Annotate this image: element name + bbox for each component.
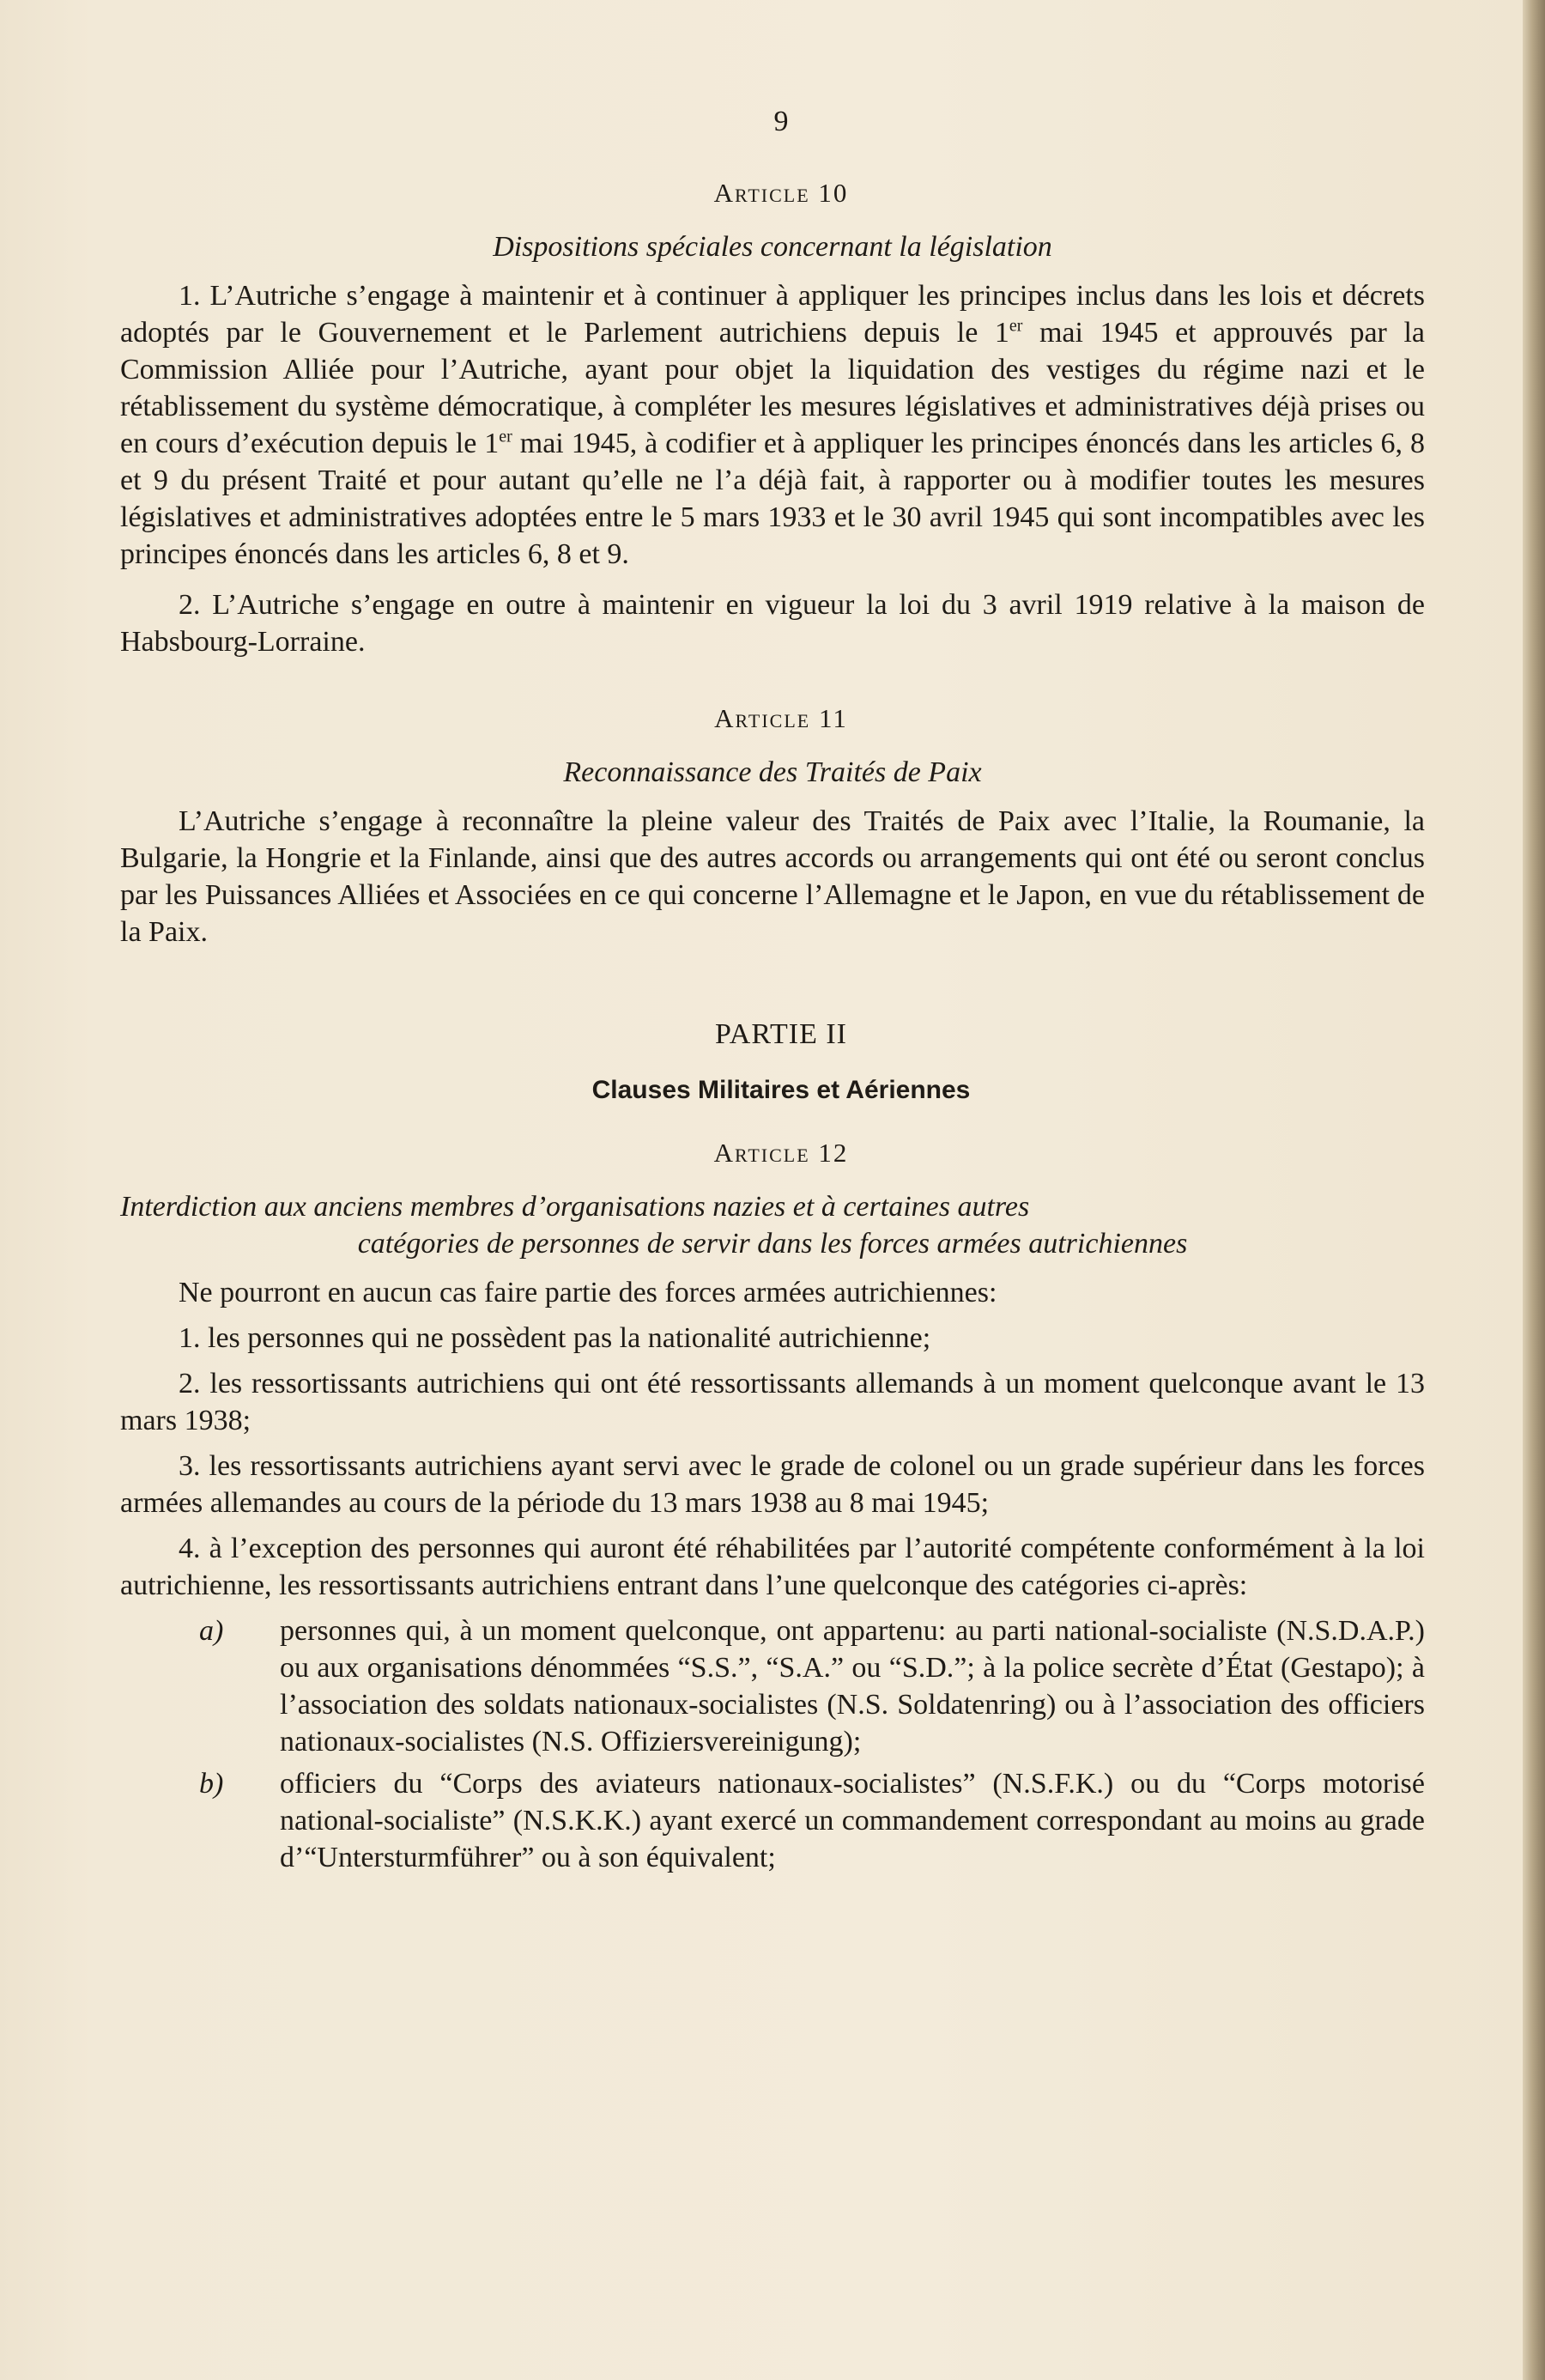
- article-12-item-3: 3. les ressortissants autrichiens ayant servi avec le grade de colonel ou un grade supérieur dans les forces armées allemandes au cours de la période du 13 mars 1938 au 8 mai 1945;: [120, 1450, 1425, 1519]
- article-11-title: Reconnaissance des Traités de Paix: [563, 756, 982, 788]
- article-11-heading: Article 11: [714, 703, 848, 733]
- article-12-sub-item-b: [120, 1765, 1425, 1876]
- article-10-title: Dispositions spéciales concernant la législation: [493, 231, 1052, 263]
- part-2-subtitle: Clauses Militaires et Aériennes: [591, 1076, 971, 1104]
- article-10-heading: Article 10: [713, 178, 849, 208]
- part-2-heading: PARTIE II: [715, 1018, 847, 1050]
- page-content: [120, 103, 1425, 1881]
- article-12-title: [120, 1188, 1425, 1262]
- article-12-sub-item-a: [120, 1612, 1425, 1760]
- article-12-title-line-2: catégories de personnes de servir dans les forces armées autrichiennes: [357, 1228, 1188, 1260]
- sub-item-a-letter: a): [199, 1615, 224, 1647]
- sub-item-a-text: personnes qui, à un moment quelconque, ont appartenu: au parti national-socialiste (N.S.D.A.P.) ou aux organisations dénommées “S.S.”, “S.A.” ou “S.D.”; à la police secrète d’État (Gestapo); à l’association des soldats nationaux-socialistes (N.S. Soldatenring) ou à l’association des officiers nationaux-socialistes (N.S. Offiziersvereinigung);: [280, 1615, 1425, 1758]
- article-12-item-2: 2. les ressortissants autrichiens qui ont été ressortissants allemands à un moment quelconque avant le 13 mars 1938;: [120, 1368, 1425, 1436]
- article-10-paragraph-1: 1. L’Autriche s’engage à maintenir et à continuer à appliquer les principes inclus dans les lois et décrets adoptés par le Gouvernement et le Parlement autrichiens depuis le 1er mai 1945 et approuvés par la Commission Alliée pour l’Autriche, ayant pour objet la liquidation des vestiges du régime nazi et le rétablissement du système démocratique, à compléter les mesures législatives et administratives déjà prises ou en cours d’exécution depuis le 1er mai 1945, à codifier et à appliquer les principes énoncés dans les articles 6, 8 et 9 du présent Traité et pour autant qu’elle ne l’a déjà fait, à rapporter ou à modifier toutes les mesures législatives et administratives adoptées entre le 5 mars 1933 et le 30 avril 1945 qui sont incompatibles avec les principes énoncés dans les articles 6, 8 et 9.: [120, 280, 1425, 570]
- sub-item-b-text: officiers du “Corps des aviateurs nationaux-socialistes” (N.S.F.K.) ou du “Corps motorisé national-socialiste” (N.S.K.K.) ayant exercé un commandement correspondant au moins au grade d’“Untersturmführer” ou à son équivalent;: [280, 1768, 1425, 1873]
- sub-item-b-letter: b): [199, 1768, 224, 1800]
- article-12-item-4: 4. à l’exception des personnes qui auront été réhabilitées par l’autorité compétente conformément à la loi autrichienne, les ressortissants autrichiens entrant dans l’une quelconque des catégories ci-après:: [120, 1533, 1425, 1601]
- book-page-edge: [1523, 0, 1545, 2380]
- article-12-item-1: 1. les personnes qui ne possèdent pas la nationalité autrichienne;: [179, 1322, 931, 1354]
- article-12-title-line-1: Interdiction aux anciens membres d’organisations nazies et à certaines autres: [120, 1191, 1030, 1223]
- page-number: 9: [773, 106, 789, 137]
- article-10-paragraph-2: 2. L’Autriche s’engage en outre à maintenir en vigueur la loi du 3 avril 1919 relative à la maison de Habsbourg-Lorraine.: [120, 589, 1425, 658]
- article-12-intro: Ne pourront en aucun cas faire partie des forces armées autrichiennes:: [179, 1277, 997, 1308]
- article-11-paragraph-1: L’Autriche s’engage à reconnaître la pleine valeur des Traités de Paix avec l’Italie, la Roumanie, la Bulgarie, la Hongrie et la Finlande, ainsi que des autres accords ou arrangements qui ont été ou seront conclus par les Puissances Alliées et Associées en ce qui concerne l’Allemagne et le Japon, en vue du rétablissement de la Paix.: [120, 805, 1425, 948]
- article-12-heading: Article 12: [713, 1138, 849, 1168]
